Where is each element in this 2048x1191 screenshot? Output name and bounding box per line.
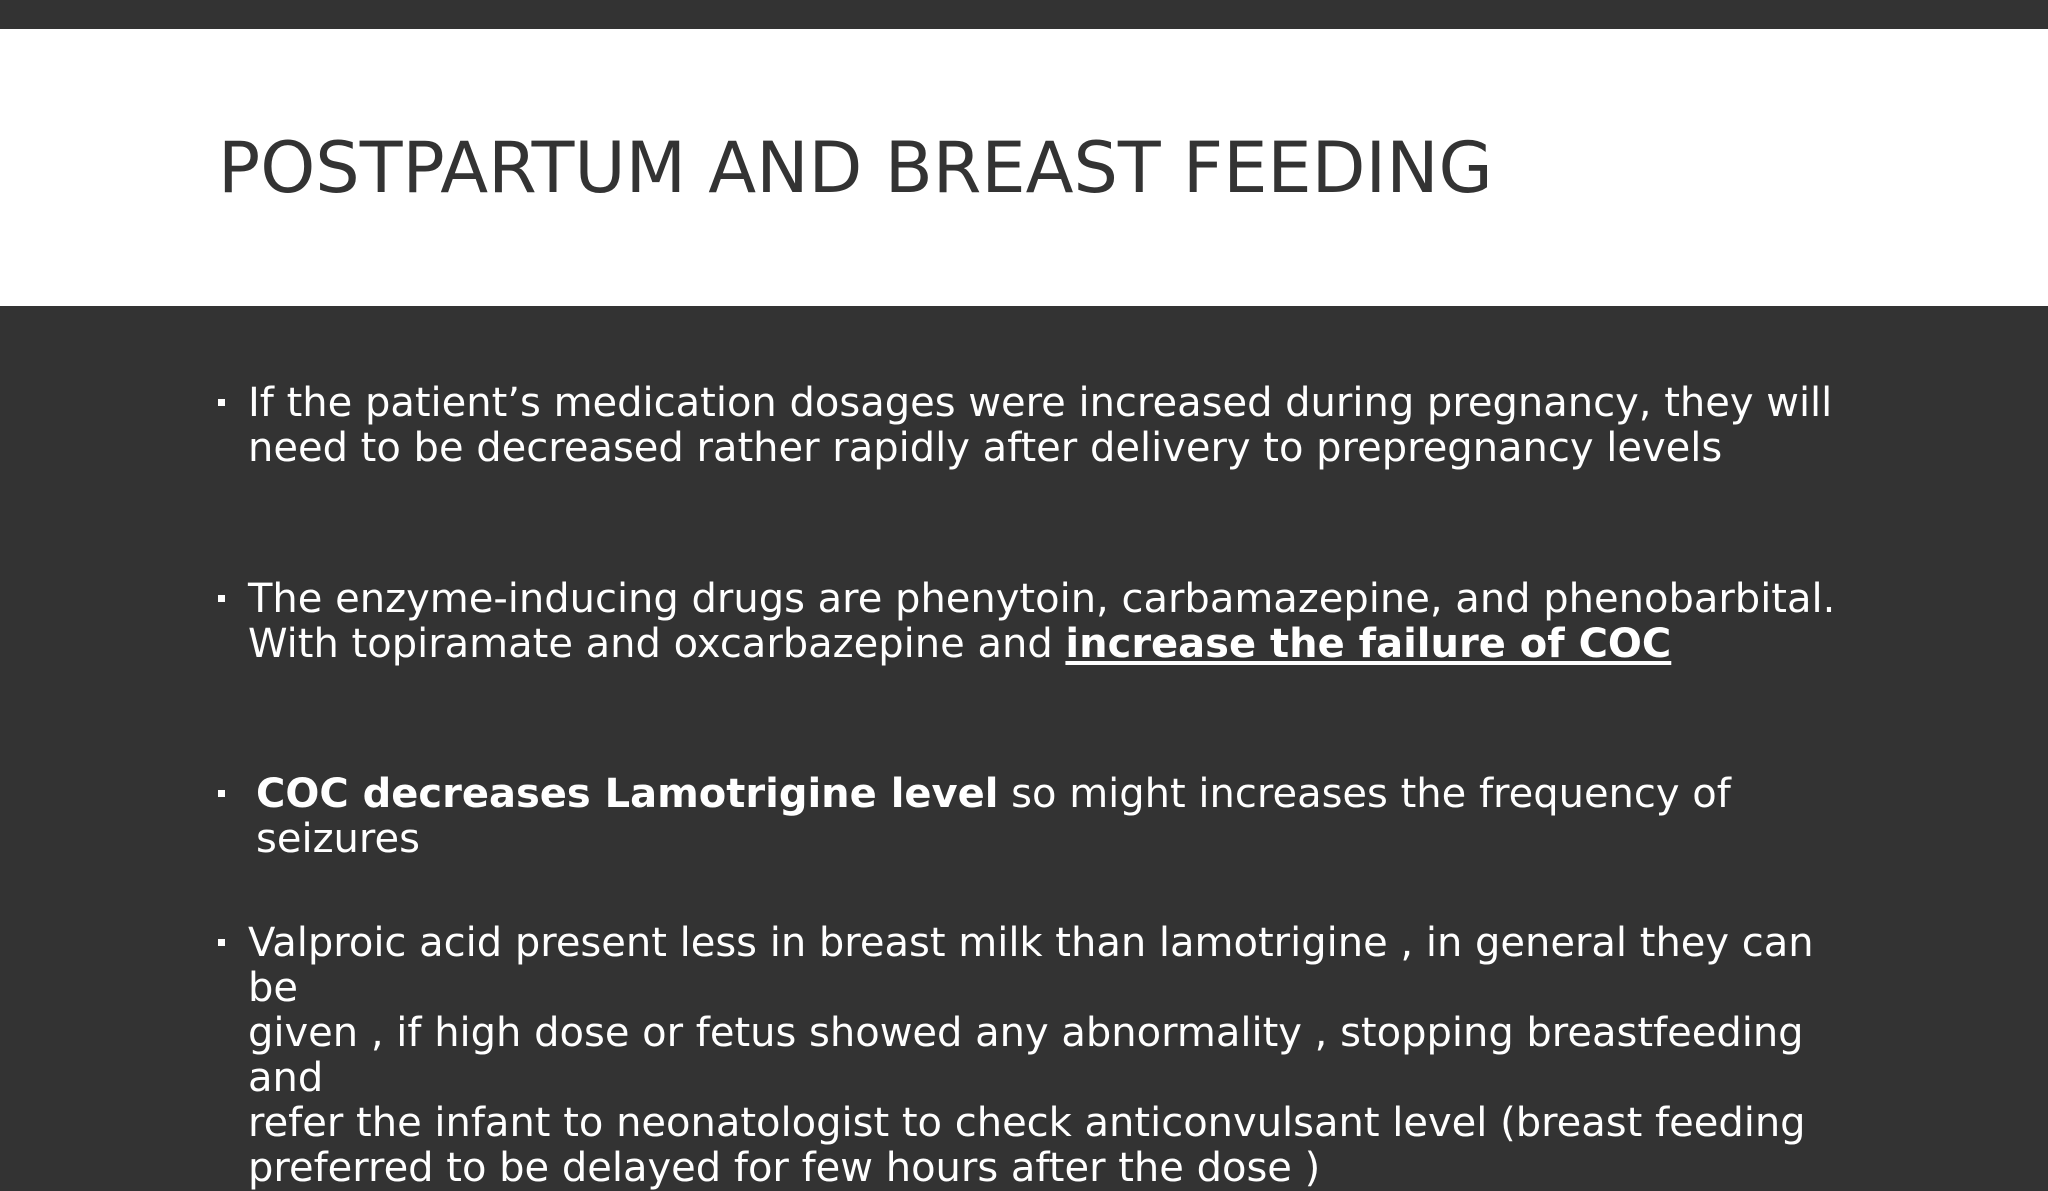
bullet-text [248,921,1838,1191]
bullet-marker-icon [218,939,225,946]
bullet-line: need to be decreased rather rapidly after delivery to prepregnancy levels [248,425,1723,471]
bullet-line: so might increases the frequency of seizures [256,771,1731,862]
bullet-line: Valproic acid present less in breast milk than lamotrigine , in general they can be [248,920,1814,1011]
bullet-line: The enzyme-inducing drugs are phenytoin, carbamazepine, and phenobarbital. [248,576,1836,622]
bullet-item-enzyme-inducing [218,577,1838,667]
bullet-marker-icon [218,399,225,406]
bullet-marker-icon [218,595,225,602]
emphasis-text: increase the failure of COC [1065,621,1672,667]
bullet-line: preferred to be delayed for few hours after the dose ) [248,1145,1321,1191]
bullet-text [248,577,1838,667]
bullet-text [256,772,1838,862]
bullet-line: If the patient’s medication dosages were increased during pregnancy, they will [248,380,1833,426]
bullet-line: With topiramate and oxcarbazepine and [248,621,1066,667]
bullet-line: given , if high dose or fetus showed any abnormality , stopping breastfeeding and [248,1010,1804,1101]
bullet-marker-icon [218,790,225,797]
slide-title: POSTPARTUM AND BREAST FEEDING [218,127,1493,209]
bullet-item-dosage [218,381,1838,471]
bullet-item-lamotrigine [218,772,1838,862]
bullet-item-valproic-acid [218,921,1838,1191]
bullet-line: refer the infant to neonatologist to check anticonvulsant level (breast feeding [248,1100,1806,1146]
emphasis-text: COC decreases Lamotrigine level [256,771,999,817]
bullet-text [248,381,1838,471]
